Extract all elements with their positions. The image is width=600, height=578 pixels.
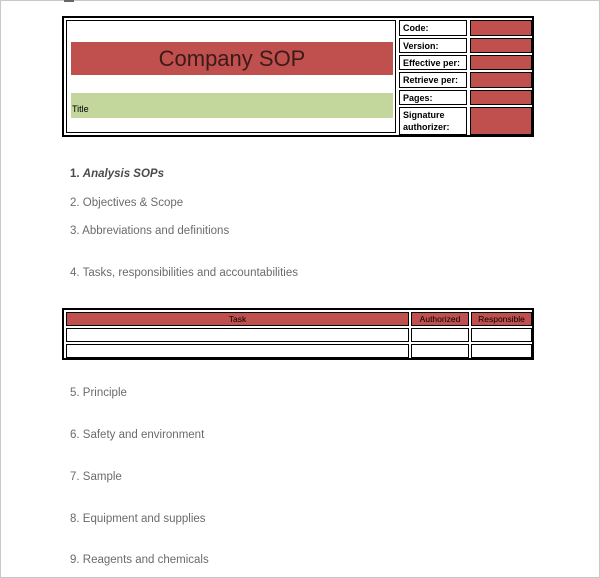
text-cursor-mark [64,0,74,2]
authorized-cell[interactable] [411,328,469,342]
section-1 [70,168,164,180]
effective-row [399,55,532,70]
section-5 [70,387,127,399]
effective-label: Effective per: [399,55,467,70]
task-table [62,308,534,360]
section-title: Sample [82,471,122,483]
company-title: Company SOP [71,42,393,75]
signature-row [399,107,532,135]
section-title: Safety and environment [82,429,205,441]
section-7 [70,471,122,483]
retrieve-label: Retrieve per: [399,72,467,88]
section-number: 9. [70,554,80,566]
authorized-header: Authorized [411,312,469,326]
section-number: 3. [70,225,80,237]
responsible-cell[interactable] [471,344,532,358]
section-number: 1. [70,168,80,180]
responsible-cell[interactable] [471,328,532,342]
title-field[interactable]: Title [71,93,393,118]
section-3 [70,225,229,237]
section-title: Abbreviations and definitions [82,225,230,237]
section-title: Tasks, responsibilities and accountabilities [82,267,299,279]
section-title: Objectives & Scope [82,197,184,209]
section-number: 6. [70,429,80,441]
version-value[interactable] [470,38,532,53]
section-4 [70,267,298,279]
section-title: Analysis SOPs [82,168,164,180]
section-2 [70,197,183,209]
section-6 [70,429,204,441]
task-header: Task [66,312,409,326]
section-number: 5. [70,387,80,399]
header-title-cell [66,20,396,133]
version-row [399,38,532,53]
retrieve-row [399,72,532,88]
section-number: 4. [70,267,80,279]
section-8 [70,513,206,525]
signature-value[interactable] [470,107,532,135]
authorized-cell[interactable] [411,344,469,358]
pages-row [399,90,532,105]
effective-value[interactable] [470,55,532,70]
version-label: Version: [399,38,467,53]
code-value[interactable] [470,20,532,36]
section-title: Reagents and chemicals [82,554,209,566]
sop-header-table [62,16,534,137]
retrieve-value[interactable] [470,72,532,88]
section-number: 8. [70,513,80,525]
responsible-header: Responsible [471,312,532,326]
task-cell[interactable] [66,328,409,342]
section-title: Equipment and supplies [82,513,206,525]
signature-label: Signature authorizer: [399,107,467,135]
pages-value[interactable] [470,90,532,105]
section-number: 7. [70,471,80,483]
section-title: Principle [82,387,127,399]
code-label: Code: [399,20,467,36]
pages-label: Pages: [399,90,467,105]
section-9 [70,554,209,566]
code-row [399,20,532,36]
section-number: 2. [70,197,80,209]
task-cell[interactable] [66,344,409,358]
